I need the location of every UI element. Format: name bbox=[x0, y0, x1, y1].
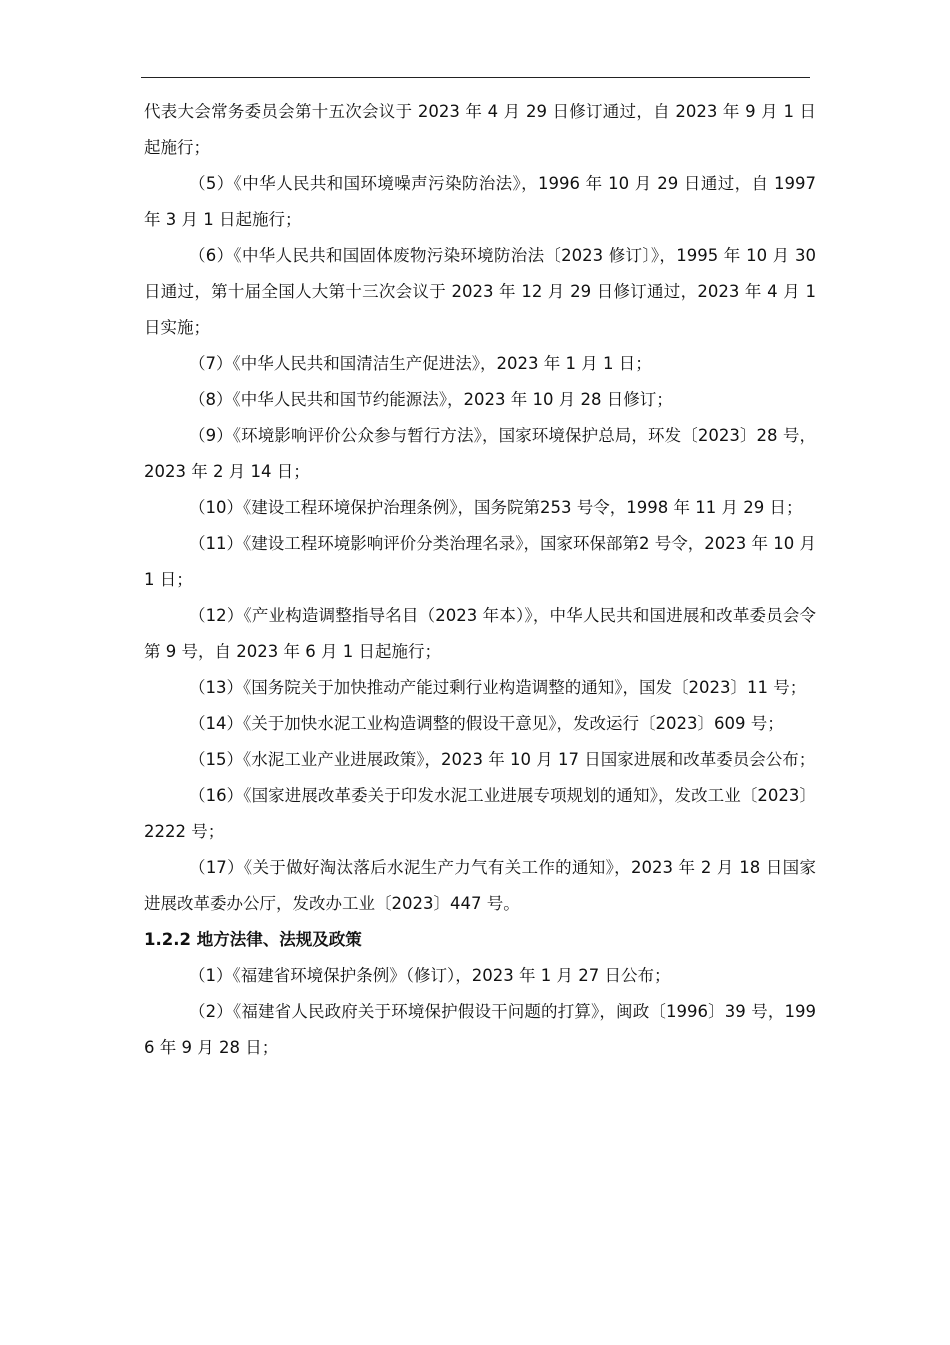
list-item: （10）《建设工程环境保护治理条例》，国务院第253 号令，1998 年 11 月 29 日； bbox=[189, 498, 803, 517]
list-item: （17）《关于做好淘汰落后水泥生产力气有关工作的通知》，2023 年 2 月 18 日国家进展改革委办公厅，发改办工业〔2023〕447 号。 bbox=[144, 858, 816, 913]
list-item: （2）《福建省人民政府关于环境保护假设干问题的打算》，闽政〔1996〕39 号，1996 年 9 月 28 日； bbox=[144, 1002, 816, 1057]
list-item: （9）《环境影响评价公众参与暂行方法》，国家环境保护总局，环发〔2023〕28 号，2023 年 2 月 14 日； bbox=[144, 426, 816, 481]
list-item: （5）《中华人民共和国环境噪声污染防治法》，1996 年 10 月 29 日通过，自 1997 年 3 月 1 日起施行； bbox=[144, 174, 816, 229]
list-item: （1）《福建省环境保护条例》（修订），2023 年 1 月 27 日公布； bbox=[189, 966, 671, 985]
list-item: （8）《中华人民共和国节约能源法》，2023 年 10 月 28 日修订； bbox=[189, 390, 673, 409]
list-item: （14）《关于加快水泥工业构造调整的假设干意见》，发改运行〔2023〕609 号； bbox=[189, 714, 784, 733]
list-item: （11）《建设工程环境影响评价分类治理名录》，国家环保部第2 号令，2023 年 10 月 1 日； bbox=[144, 534, 816, 589]
header-rule bbox=[141, 77, 810, 78]
paragraph: 代表大会常务委员会第十五次会议于 2023 年 4 月 29 日修订通过，自 2023 年 9 月 1 日起施行； bbox=[144, 102, 816, 157]
list-item: （13）《国务院关于加快推动产能过剩行业构造调整的通知》，国发〔2023〕11 号； bbox=[189, 678, 807, 697]
list-item: （12）《产业构造调整指导名目（2023 年本）》，中华人民共和国进展和改革委员会令第 9 号，自 2023 年 6 月 1 日起施行； bbox=[144, 606, 816, 661]
document-body bbox=[144, 94, 816, 1066]
list-item: （6）《中华人民共和国固体废物污染环境防治法〔2023 修订〕》，1995 年 10 月 30 日通过，第十届全国人大第十三次会议于 2023 年 12 月 29 日修订通过，2023 年 4 月 1 日实施； bbox=[144, 246, 816, 337]
list-item: （15）《水泥工业产业进展政策》，2023 年 10 月 17 日国家进展和改革委员会公布； bbox=[189, 750, 816, 769]
section-heading: 1.2.2 地方法律、法规及政策 bbox=[144, 930, 362, 949]
list-item: （16）《国家进展改革委关于印发水泥工业进展专项规划的通知》，发改工业〔2023〕2222 号； bbox=[144, 786, 816, 841]
list-item: （7）《中华人民共和国清洁生产促进法》，2023 年 1 月 1 日； bbox=[189, 354, 652, 373]
